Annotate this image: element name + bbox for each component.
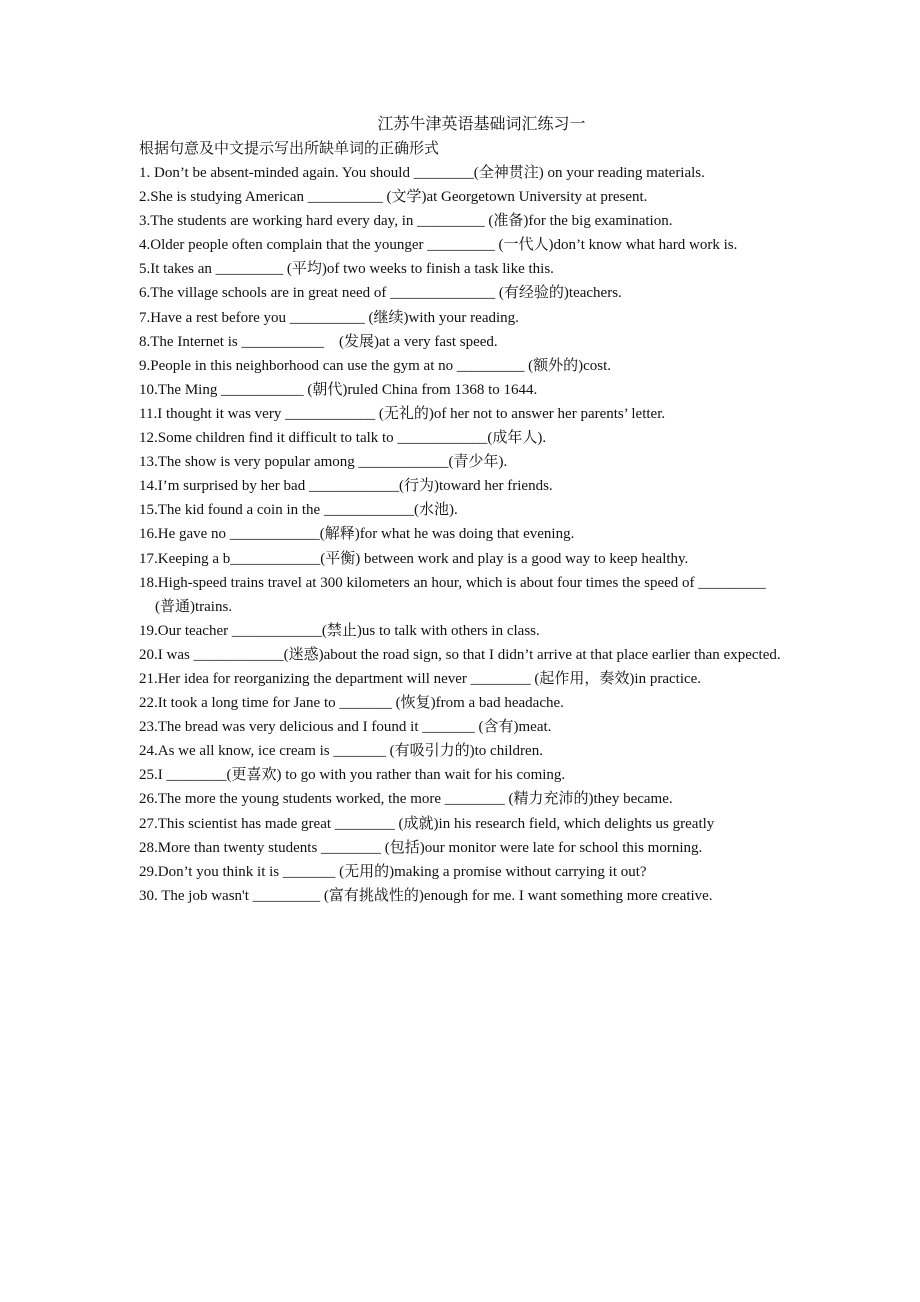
exercise-item-24: 24.As we all know, ice cream is _______ (有吸引力的)to children. — [139, 743, 543, 760]
exercise-item-17: 17.Keeping a b____________(平衡) between work and play is a good way to keep healthy. — [139, 550, 689, 567]
exercise-item-15: 15.The kid found a coin in the ____________(水池). — [139, 502, 458, 519]
exercise-item-10: 10.The Ming ___________ (朝代)ruled China from 1368 to 1644. — [139, 381, 538, 398]
exercise-item-11: 11.I thought it was very ____________ (无礼的)of her not to answer her parents’ letter. — [139, 405, 666, 422]
exercise-item-3: 3.The students are working hard every day, in _________ (准备)for the big examination. — [139, 213, 673, 230]
exercise-item-2: 2.She is studying American __________ (文学)at Georgetown University at present. — [139, 189, 648, 206]
exercise-item-25: 25.I ________(更喜欢) to go with you rather than wait for his coming. — [139, 767, 566, 784]
exercise-item-27: 27.This scientist has made great ________ (成就)in his research field, which delights us greatly — [139, 815, 715, 832]
exercise-item-6: 6.The village schools are in great need of ______________ (有经验的)teachers. — [139, 285, 622, 302]
document-page — [139, 113, 782, 908]
exercise-item-22: 22.It took a long time for Jane to _______ (恢复)from a bad headache. — [139, 695, 564, 712]
exercise-item-29: 29.Don’t you think it is _______ (无用的)making a promise without carrying it out? — [139, 863, 647, 880]
exercise-item-18-continuation: (普通)trains. — [155, 598, 233, 615]
exercise-item-30: 30. The job wasn't _________ (富有挑战性的)enough for me. I want something more creative. — [139, 887, 713, 904]
exercise-item-9: 9.People in this neighborhood can use the gym at no _________ (额外的)cost. — [139, 357, 612, 374]
document-title: 江苏牛津英语基础词汇练习一 — [377, 116, 586, 133]
exercise-item-19: 19.Our teacher ____________(禁止)us to talk with others in class. — [139, 622, 540, 639]
exercise-item-13: 13.The show is very popular among ____________(青少年). — [139, 454, 508, 471]
exercise-item-4: 4.Older people often complain that the younger _________ (一代人)don’t know what hard work is. — [139, 237, 738, 254]
exercise-item-16: 16.He gave no ____________(解释)for what he was doing that evening. — [139, 526, 575, 543]
exercise-item-5: 5.It takes an _________ (平均)of two weeks to finish a task like this. — [139, 261, 554, 278]
exercise-item-18: 18.High-speed trains travel at 300 kilometers an hour, which is about four times the speed of _________ — [139, 574, 766, 591]
exercise-item-7: 7.Have a rest before you __________ (继续)with your reading. — [139, 309, 519, 326]
exercise-item-14: 14.I’m surprised by her bad ____________(行为)toward her friends. — [139, 478, 553, 495]
instruction-text: 根据句意及中文提示写出所缺单词的正确形式 — [139, 141, 440, 157]
exercise-item-28: 28.More than twenty students ________ (包括)our monitor were late for school this morning. — [139, 839, 703, 856]
exercise-item-12: 12.Some children find it difficult to talk to ____________(成年人). — [139, 430, 547, 447]
exercise-item-26: 26.The more the young students worked, the more ________ (精力充沛的)they became. — [139, 791, 673, 808]
exercise-item-21: 21.Her idea for reorganizing the department will never ________ (起作用，奏效)in practice. — [139, 670, 702, 687]
exercise-item-23: 23.The bread was very delicious and I found it _______ (含有)meat. — [139, 719, 552, 736]
exercise-item-1: 1. Don’t be absent-minded again. You should ________(全神贯注) on your reading materials. — [139, 165, 705, 181]
exercise-item-8: 8.The Internet is ___________ (发展)at a very fast speed. — [139, 333, 498, 350]
exercise-item-20: 20.I was ____________(迷惑)about the road sign, so that I didn’t arrive at that place earlier than expected. — [139, 646, 781, 663]
